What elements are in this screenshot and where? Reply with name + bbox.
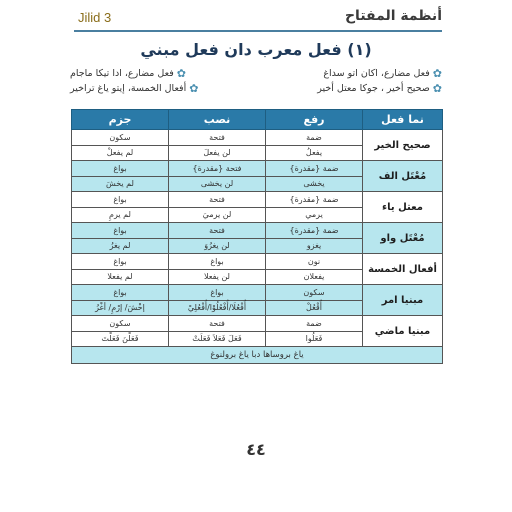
table-row	[72, 254, 443, 270]
header-verb-name: نما فعل	[363, 110, 443, 130]
cell-nasb: لن يرميَ	[169, 207, 266, 223]
cell-jazm: بواغ	[72, 285, 169, 301]
verb-type-cell: صحيح الخير	[363, 130, 443, 161]
cell-raf: يخشى	[266, 176, 363, 192]
verb-type-cell: مبنيا ماضي	[363, 316, 443, 347]
cell-nasb: فتحة	[169, 223, 266, 239]
table-row	[72, 223, 443, 239]
bullet-line	[70, 66, 442, 81]
table-header-row	[72, 110, 443, 130]
book-title: أنظمة المفتاح	[344, 8, 442, 24]
cell-nasb: بواغ	[169, 254, 266, 270]
cell-raf: نون	[266, 254, 363, 270]
bullet-text: فعل مضارع، ادا تيکا ماجام	[70, 68, 174, 79]
table-row	[72, 192, 443, 208]
cell-nasb: أُفْعُلَا/أُفْعُلُوْا/أُفْعُلِيْ	[169, 300, 266, 316]
cell-jazm: سكون	[72, 316, 169, 332]
cell-raf: يرمي	[266, 207, 363, 223]
cell-nasb: فتحة	[169, 316, 266, 332]
table-footer-row	[72, 347, 443, 364]
table-row	[72, 130, 443, 146]
cell-jazm: بواغ	[72, 192, 169, 208]
cell-raf: يفعلان	[266, 269, 363, 285]
cell-raf: أُقْعُلْ	[266, 300, 363, 316]
verb-type-cell: معتل ياء	[363, 192, 443, 223]
cell-raf: يغزو	[266, 238, 363, 254]
bullet-text: صحيح أخير ، جوکا معتل أخير	[317, 83, 430, 94]
volume-label: Jilid 3	[78, 10, 112, 25]
verb-type-cell: مُعْتَل الف	[363, 161, 443, 192]
bullet-text: فعل مضارع، اکان اتو سداغ	[323, 68, 430, 79]
cell-jazm: بواغ	[72, 161, 169, 177]
table-row	[72, 285, 443, 301]
cell-raf: فَعَلُوا	[266, 331, 363, 347]
cell-nasb: فَعَلَ فَعَلاَ فَعَلَتْ	[169, 331, 266, 347]
cell-nasb: لن يفعلَ	[169, 145, 266, 161]
header-rule	[74, 30, 442, 32]
section-heading: (١) فعل معرب دان فعل مبني	[140, 40, 372, 59]
cell-jazm: لم يرمِ	[72, 207, 169, 223]
cell-raf: ضمة {مقدرة}	[266, 192, 363, 208]
cell-nasb: بواغ	[169, 285, 266, 301]
table-body	[72, 130, 443, 347]
cell-jazm: بواغ	[72, 223, 169, 239]
bullet-text: أفعال الخمسة، إيتو ياغ تراخير	[70, 83, 187, 94]
verb-inflection-table	[71, 109, 443, 364]
header-jazm: جزم	[72, 110, 169, 130]
cell-nasb: فتحة {مقدرة}	[169, 161, 266, 177]
cell-jazm: لم يخشَ	[72, 176, 169, 192]
header-nasb: نصب	[169, 110, 266, 130]
cell-jazm: فَعَلْنَ فَعَلْتَ	[72, 331, 169, 347]
cell-jazm: بواغ	[72, 254, 169, 270]
cell-raf: ضمة	[266, 130, 363, 146]
star-bullet-icon: ✿	[176, 67, 186, 80]
cell-jazm: سكون	[72, 130, 169, 146]
verb-type-cell: مُعْتَل واو	[363, 223, 443, 254]
table-row	[72, 316, 443, 332]
cell-raf: سكون	[266, 285, 363, 301]
cell-raf: ضمة {مقدرة}	[266, 223, 363, 239]
cell-jazm: إخْشَ/ إرْمِ/ أغْزُ	[72, 300, 169, 316]
star-bullet-icon: ✿	[432, 67, 442, 80]
header-raf: رفع	[266, 110, 363, 130]
verb-type-cell: أفعال الخمسة	[363, 254, 443, 285]
cell-raf: ضمة {مقدرة}	[266, 161, 363, 177]
cell-jazm: لم يغزُ	[72, 238, 169, 254]
table-row	[72, 161, 443, 177]
page-number: ٤٤	[246, 440, 266, 459]
cell-nasb: لن يغزُوَ	[169, 238, 266, 254]
cell-jazm: لم يفعلْ	[72, 145, 169, 161]
star-bullet-icon: ✿	[189, 82, 199, 95]
cell-jazm: لم يفعلا	[72, 269, 169, 285]
cell-nasb: لن يفعلا	[169, 269, 266, 285]
star-bullet-icon: ✿	[432, 82, 442, 95]
bullet-line	[70, 81, 442, 96]
cell-nasb: لن يخشى	[169, 176, 266, 192]
cell-raf: يفعلُ	[266, 145, 363, 161]
bullet-list	[70, 66, 442, 96]
table-footer-note: ياغ بروساها دبا ياغ برولنوغ	[72, 347, 443, 364]
verb-type-cell: مبنيا امر	[363, 285, 443, 316]
cell-nasb: فتحة	[169, 192, 266, 208]
cell-raf: ضمة	[266, 316, 363, 332]
cell-nasb: فتحة	[169, 130, 266, 146]
